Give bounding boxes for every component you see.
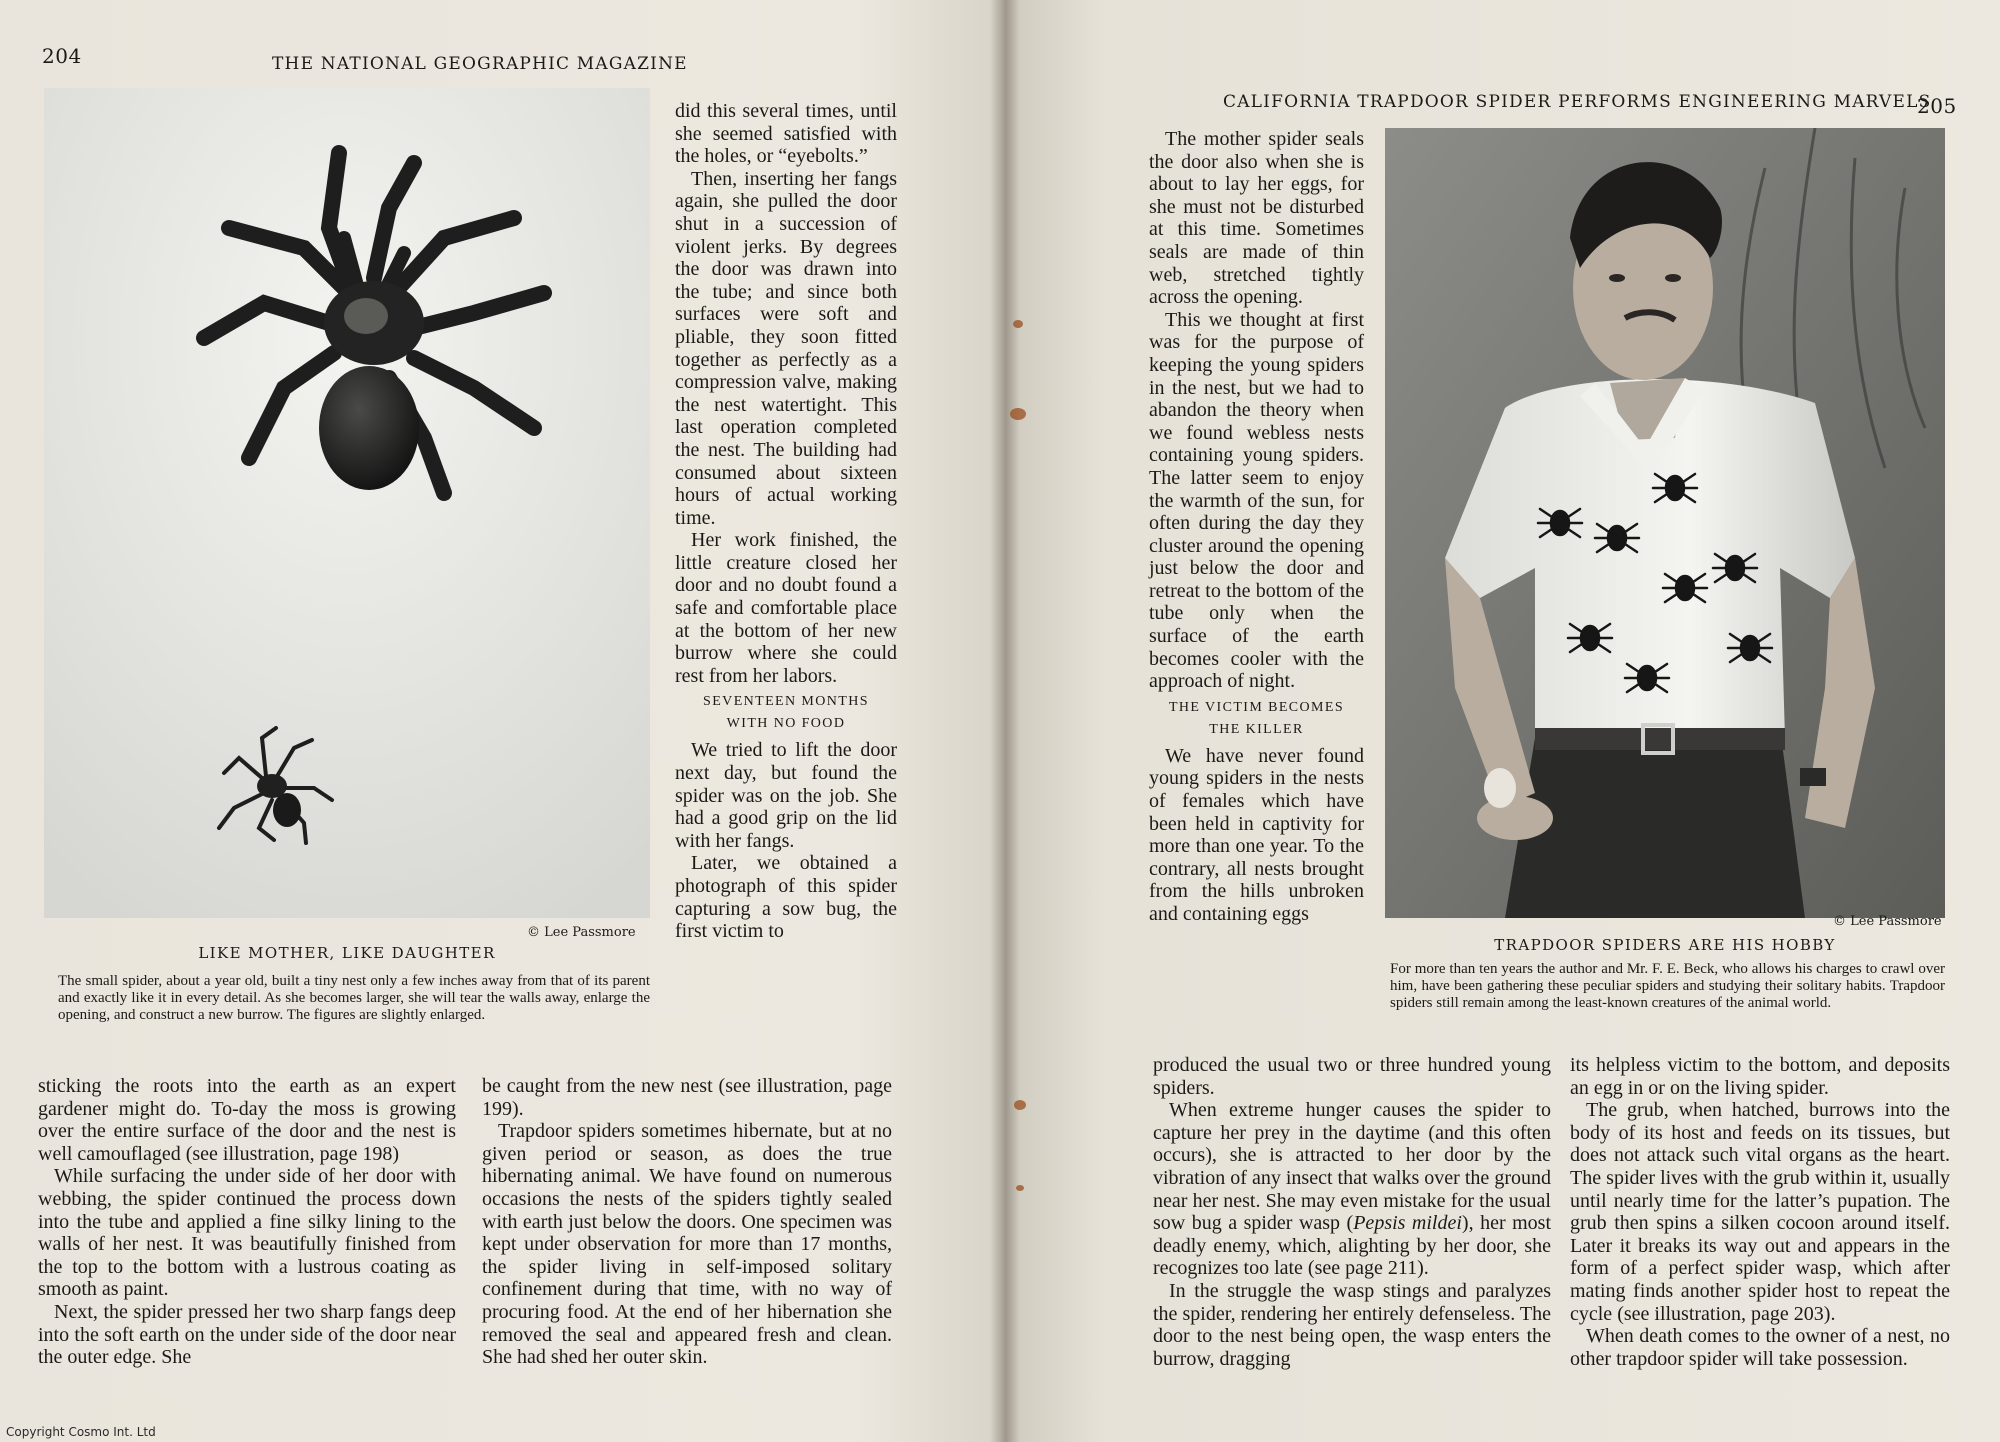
left-side-column bbox=[675, 100, 897, 943]
paragraph: The mother spider seals the door also when she is about to lay her eggs, for she must not be disturbed at this time. Sometimes seals are made of thin web, stretched tightly across the opening. bbox=[1149, 128, 1364, 309]
paragraph: We have never found young spiders in the nests of females which have been held in captivity for more than one year. To the contrary, all nests brought from the hills unbroken and containing eggs bbox=[1149, 744, 1364, 925]
running-head-left: THE NATIONAL GEOGRAPHIC MAGAZINE bbox=[272, 54, 688, 74]
paragraph: Her work finished, the little creature closed her door and no doubt found a safe and comfortable place at the bottom of her new burrow where she could rest from her labors. bbox=[675, 529, 897, 687]
caption-text-left: The small spider, about a year old, built a tiny nest only a few inches away from that of its parent and exactly like it in every detail. As she becomes larger, she will tear the walls away, enlarge the opening, and construct a new burrow. The figures are slightly enlarged. bbox=[58, 973, 650, 1023]
running-head-right: CALIFORNIA TRAPDOOR SPIDER PERFORMS ENGINEERING MARVELS bbox=[1223, 92, 1932, 112]
section-heading-line: THE KILLER bbox=[1209, 721, 1304, 737]
right-page bbox=[1005, 0, 2000, 1442]
paragraph: Trapdoor spiders sometimes hibernate, but at no given period or season, as does the true hibernating animal. We have found on numerous occasions the nests of the spiders tightly sealed with earth just below the doors. One specimen was kept under observation for more than 17 months, the spider living in self-imposed solitary confinement during that time, with no way of procuring food. At the end of her hibernation she removed the seal and appeared fresh and clean. She had shed her outer skin. bbox=[482, 1120, 892, 1369]
page-number-left: 204 bbox=[42, 44, 82, 68]
photo-credit-right: © Lee Passmore bbox=[1833, 914, 1942, 929]
paragraph: Later, we obtained a photograph of this spider capturing a sow bug, the first victim to bbox=[675, 852, 897, 943]
paragraph: This we thought at first was for the purpose of keeping the young spiders in the nest, but we had to abandon the theory when we found webless nests containing young spiders. The latter seem to enjoy the warmth of the sun, for often during the day they cluster around the opening just below the door and retreat to the bottom of the tube only when the surface of the earth becomes cooler with the approach of night. bbox=[1149, 308, 1364, 693]
rust-stain bbox=[1013, 320, 1023, 328]
left-bottom-column-1 bbox=[38, 1075, 456, 1369]
paragraph: Then, inserting her fangs again, she pulled the door shut in a succession of violent jerks. By degrees the door was drawn into the tube; and since both surfaces were soft and pliable, they soon fitted together as perfectly as a compression valve, making the nest watertight. This last operation completed the nest. The building had consumed about sixteen hours of actual working time. bbox=[675, 167, 897, 529]
section-heading bbox=[1149, 697, 1364, 741]
species-name: Pepsis mildei bbox=[1353, 1212, 1462, 1235]
caption-text-right: For more than ten years the author and Mr. F. E. Beck, who allows his charges to crawl over him, have been gathering these peculiar spiders and studying their solitary habits. Trapdoor spiders still remain among the least-known creatures of the animal world. bbox=[1390, 961, 1945, 1011]
rust-stain bbox=[1010, 408, 1026, 420]
paragraph: produced the usual two or three hundred young spiders. bbox=[1153, 1054, 1551, 1099]
section-heading-line: THE VICTIM BECOMES bbox=[1168, 699, 1345, 715]
text-run: ), her most deadly enemy, which, alighting by her door, she recognizes too late (see page 211). bbox=[1153, 1212, 1551, 1280]
section-heading-line: WITH NO FOOD bbox=[726, 716, 846, 732]
copyright-watermark: Copyright Cosmo Int. Ltd bbox=[6, 1425, 156, 1439]
right-bottom-column-1 bbox=[1153, 1054, 1551, 1370]
page-number-right: 205 bbox=[1917, 94, 1957, 118]
spider-photo bbox=[44, 88, 650, 918]
rust-stain bbox=[1014, 1100, 1026, 1110]
paragraph: its helpless victim to the bottom, and deposits an egg in or on the living spider. bbox=[1570, 1054, 1950, 1099]
paragraph: In the struggle the wasp stings and paralyzes the spider, rendering her entirely defenseless. The door to the nest being open, the wasp enters the burrow, dragging bbox=[1153, 1279, 1551, 1370]
caption-title-right: TRAPDOOR SPIDERS ARE HIS HOBBY bbox=[1494, 936, 1836, 954]
section-heading-line: SEVENTEEN MONTHS bbox=[703, 694, 869, 710]
paragraph: While surfacing the under side of her door with webbing, the spider continued the process down into the tube and applied a fine silky lining to the walls of her nest. It was beautifully finished from the top to the bottom with a lustrous coating as smooth as paint. bbox=[38, 1165, 456, 1301]
paragraph: did this several times, until she seemed satisfied with the holes, or “eyebolts.” bbox=[675, 100, 897, 168]
photo-credit-left: © Lee Passmore bbox=[527, 925, 636, 940]
paragraph: Next, the spider pressed her two sharp fangs deep into the soft earth on the under side of the door near the outer edge. She bbox=[38, 1300, 456, 1369]
paragraph: When death comes to the owner of a nest, no other trapdoor spider will take possession. bbox=[1570, 1325, 1950, 1370]
paragraph: The grub, when hatched, burrows into the body of its host and feeds on its tissues, but does not attack such vital organs as the heart. The spider lives with the grub within it, usually until nearly time for the latter’s pupation. The grub then spins a silken cocoon around itself. Later it breaks its way out and appears in the form of a perfect spider wasp, which after mating finds another spider host to repeat the cycle (see illustration, page 203). bbox=[1570, 1099, 1950, 1325]
paragraph: be caught from the new nest (see illustration, page 199). bbox=[482, 1075, 892, 1120]
section-heading bbox=[675, 691, 897, 735]
paragraph: We tried to lift the door next day, but found the spider was on the job. She had a good grip on the lid with her fangs. bbox=[675, 739, 897, 852]
right-bottom-column-2 bbox=[1570, 1054, 1950, 1370]
paragraph bbox=[1153, 1099, 1551, 1280]
left-bottom-column-2 bbox=[482, 1075, 892, 1369]
paragraph: sticking the roots into the earth as an expert gardener might do. To-day the moss is growing over the entire surface of the door and the nest is well camouflaged (see illustration, page 198) bbox=[38, 1075, 456, 1165]
man-with-spiders-photo bbox=[1385, 128, 1945, 918]
book-gutter bbox=[990, 0, 1020, 1442]
rust-stain bbox=[1016, 1185, 1024, 1191]
text-run: When extreme hunger causes the spider to capture her prey in the daytime (and this often occurs), she is attracted to her door by the vibration of any insect that walks over the ground near her nest. She may even mistake for the usual sow bug a spider wasp ( bbox=[1153, 1099, 1551, 1235]
right-side-column bbox=[1149, 128, 1364, 926]
caption-title-left: LIKE MOTHER, LIKE DAUGHTER bbox=[198, 944, 496, 962]
